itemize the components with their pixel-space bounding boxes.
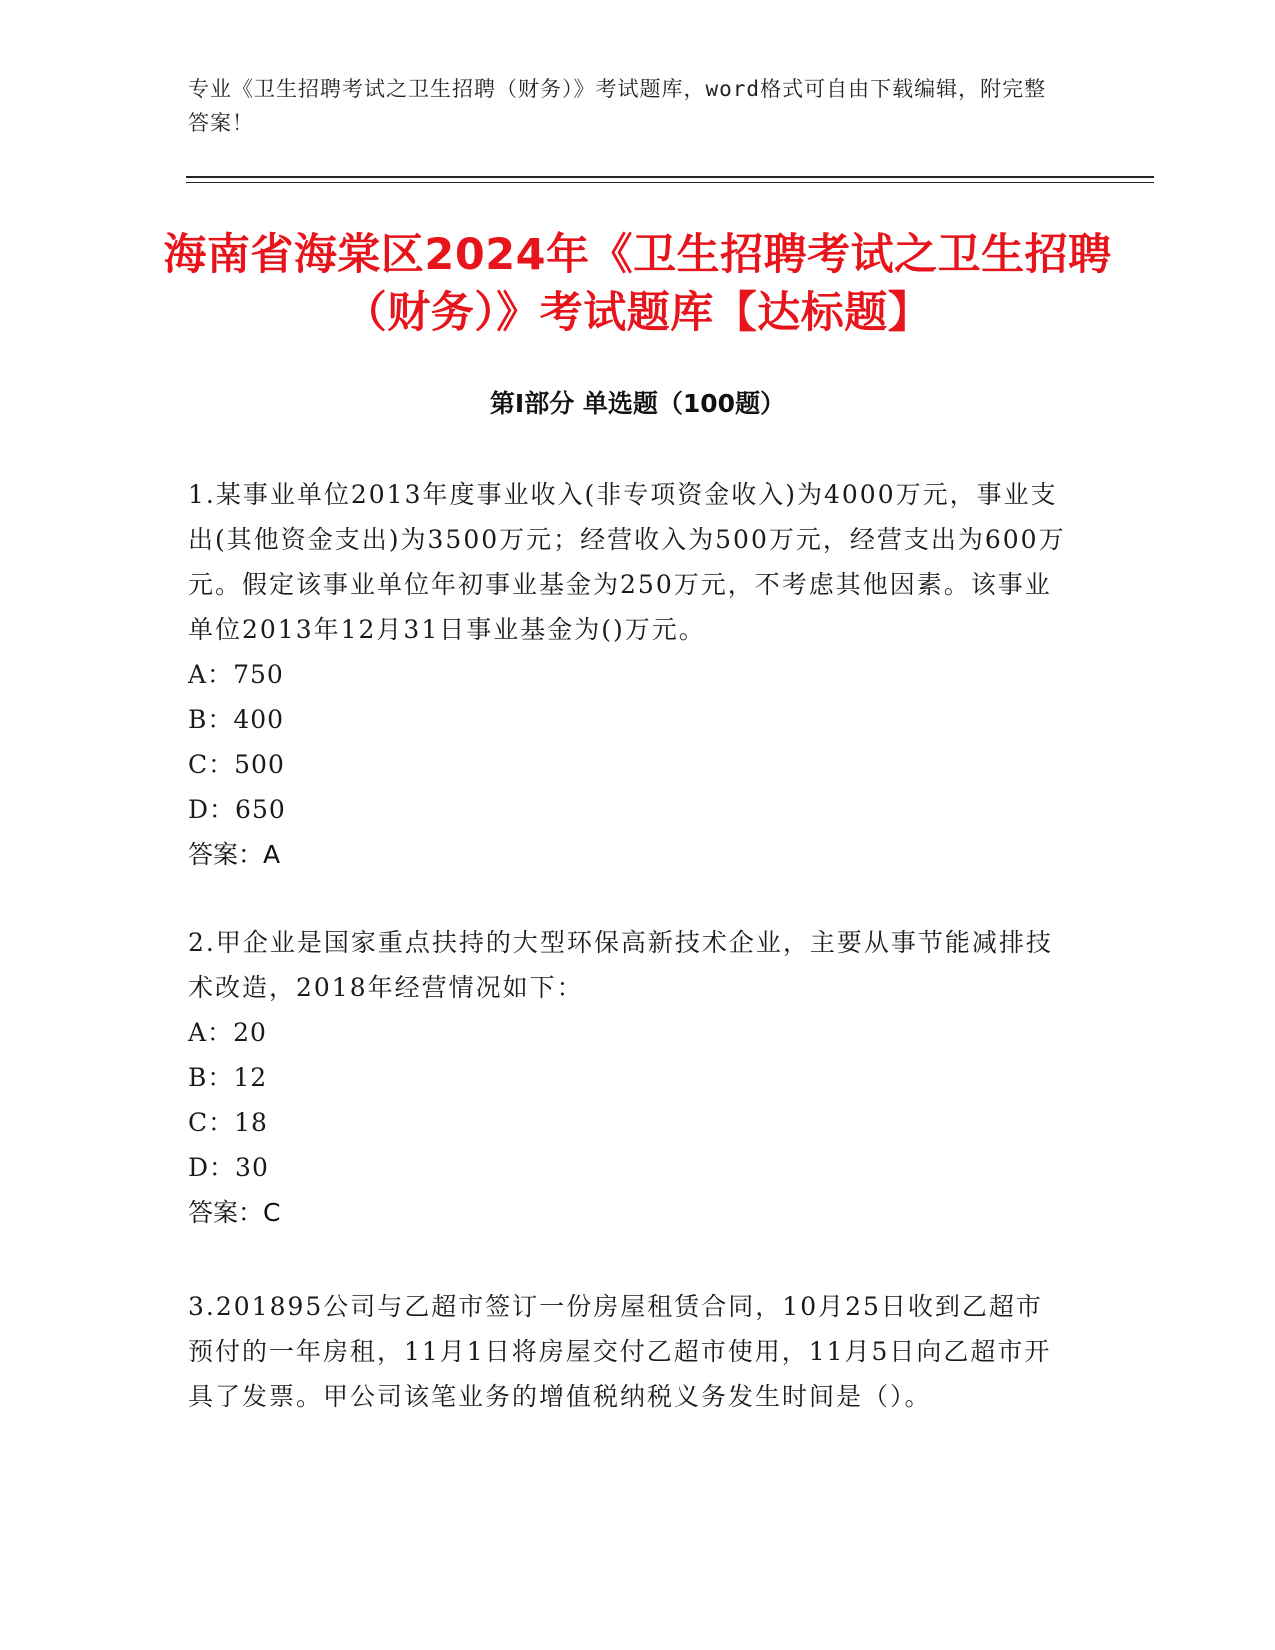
option-a xyxy=(188,1010,1068,1055)
option-key: D： xyxy=(188,1153,236,1182)
option-key: A： xyxy=(188,660,234,689)
option-key: C： xyxy=(188,750,235,779)
option-list xyxy=(188,1010,1068,1190)
option-value: 30 xyxy=(235,1153,269,1182)
option-a xyxy=(188,652,1068,697)
header-note: 专业《卫生招聘考试之卫生招聘（财务）》考试题库，word格式可自由下载编辑，附完整答案！ xyxy=(188,77,1047,135)
option-c xyxy=(188,742,1068,787)
option-key: B： xyxy=(188,1063,234,1092)
question-text: 1.某事业单位2013年度事业收入(非专项资金收入)为4000万元，事业支出(其他资金支出)为3500万元；经营收入为500万元，经营支出为600万元。假定该事业单位年初事业基金为250万元，不考虑其他因素。该事业单位2013年12月31日事业基金为()万元。 xyxy=(188,480,1066,644)
option-value: 20 xyxy=(233,1018,267,1047)
option-b xyxy=(188,1055,1068,1100)
option-value: 400 xyxy=(233,705,285,734)
option-value: 18 xyxy=(234,1108,268,1137)
option-value: 750 xyxy=(233,660,284,689)
header-divider-thick xyxy=(186,176,1154,178)
option-key: B： xyxy=(188,705,234,734)
question-1 xyxy=(188,472,1068,877)
option-b xyxy=(188,697,1068,742)
question-text: 2.甲企业是国家重点扶持的大型环保高新技术企业，主要从事节能减排技术改造，2018年经营情况如下： xyxy=(188,928,1053,1002)
option-value: 650 xyxy=(235,795,286,824)
question-text: 3.201895公司与乙超市签订一份房屋租赁合同，10月25日收到乙超市预付的一年房租，11月1日将房屋交付乙超市使用，11月5日向乙超市开具了发票。甲公司该笔业务的增值税纳税义务发生时间是（）。 xyxy=(188,1292,1052,1411)
question-3 xyxy=(188,1284,1068,1419)
option-d xyxy=(188,787,1068,832)
option-value: 500 xyxy=(234,750,285,779)
question-2 xyxy=(188,920,1068,1235)
option-d xyxy=(188,1145,1068,1190)
header-divider-thin xyxy=(186,182,1154,183)
option-key: D： xyxy=(188,795,236,824)
option-key: C： xyxy=(188,1108,235,1137)
answer-line: 答案：C xyxy=(188,1198,281,1227)
option-value: 12 xyxy=(233,1063,268,1092)
option-c xyxy=(188,1100,1068,1145)
answer-line: 答案：A xyxy=(188,840,281,869)
option-key: A： xyxy=(188,1018,234,1047)
option-list xyxy=(188,652,1068,832)
document-title: 海南省海棠区2024年《卫生招聘考试之卫生招聘（财务）》考试题库【达标题】 xyxy=(163,230,1112,338)
section-title: 第Ⅰ部分 单选题（100题） xyxy=(489,389,786,418)
